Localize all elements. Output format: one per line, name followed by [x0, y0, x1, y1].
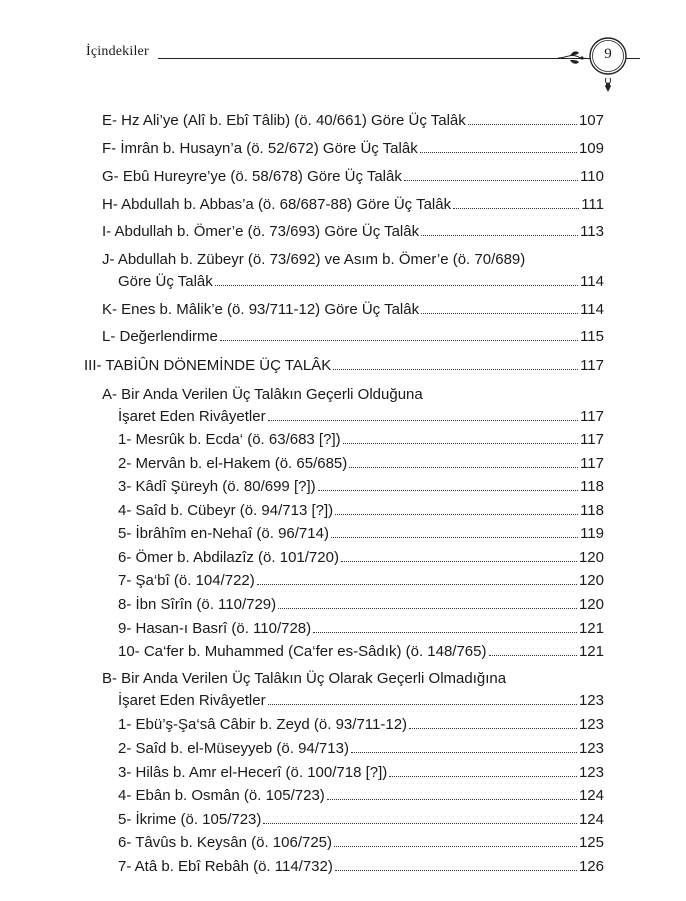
toc-entry-page: 121 — [578, 620, 604, 637]
toc-entry-title: 4- Ebân b. Osmân (ö. 105/723) — [118, 787, 325, 804]
dot-leader — [421, 313, 578, 314]
toc-entry-title: I- Abdullah b. Ömer’e (ö. 73/693) Göre Üç Talâk — [102, 223, 420, 240]
toc-entry-page: 117 — [580, 455, 604, 472]
dot-leader — [349, 467, 578, 468]
dot-leader — [327, 799, 577, 800]
toc-entry-title: 4- Saîd b. Cübeyr (ö. 94/713 [?]) — [118, 502, 334, 519]
toc-entry-page: 117 — [580, 431, 604, 448]
toc-entry-title: L- Değerlendirme — [102, 328, 218, 345]
page-number: 9 — [604, 46, 612, 62]
dot-leader — [341, 561, 577, 562]
toc-entry-page: 120 — [578, 572, 604, 589]
toc-entry-title: 2- Mervân b. el-Hakem (ö. 65/685) — [118, 455, 348, 472]
toc-entry[interactable] — [102, 301, 604, 319]
toc-entry[interactable] — [102, 328, 604, 346]
toc-entry-title: 9- Hasan-ı Basrî (ö. 110/728) — [118, 620, 312, 637]
toc-entry-title: 3- Kâdî Şüreyh (ö. 80/699 [?]) — [118, 478, 316, 495]
toc-entry[interactable] — [118, 478, 604, 496]
toc-entry-line1: J- Abdullah b. Zübeyr (ö. 73/692) ve Asım b. Ömer’e (ö. 70/689) — [102, 251, 526, 268]
toc-entry[interactable] — [118, 716, 604, 734]
dot-leader — [263, 823, 577, 824]
toc-entry-title: 5- İbrâhîm en-Nehaî (ö. 96/714) — [118, 525, 329, 542]
toc-section[interactable] — [84, 357, 604, 375]
toc-entry-title: 5- İkrime (ö. 105/723) — [118, 811, 262, 828]
header-title: İçindekiler — [86, 44, 149, 59]
toc-entry-title: 3- Hilâs b. Amr el-Hecerî (ö. 100/718 [?]) — [118, 764, 388, 781]
dot-leader — [278, 608, 577, 609]
toc-entry-page: 120 — [578, 596, 604, 613]
toc-entry-page: 123 — [578, 764, 604, 781]
toc-entry[interactable] — [118, 858, 604, 876]
toc-entry-page: 121 — [578, 643, 604, 660]
toc-entry-page: 124 — [578, 787, 604, 804]
dot-leader — [257, 584, 577, 585]
toc-entry-page: 113 — [580, 223, 604, 240]
toc-entry[interactable] — [118, 620, 604, 638]
toc-entry[interactable] — [102, 112, 604, 130]
dot-leader — [334, 846, 577, 847]
toc-entry-title: H- Abdullah b. Abbas’a (ö. 68/687-88) Göre Üç Talâk — [102, 196, 452, 213]
toc-entry-page: 107 — [578, 112, 604, 129]
toc-entry-page: 123 — [578, 692, 604, 709]
dot-leader — [468, 124, 577, 125]
toc-entry-title: 10- Ca‘fer b. Muhammed (Ca‘fer es-Sâdık) (ö. 148/765) — [118, 643, 487, 660]
toc-entry-page: 114 — [580, 273, 604, 290]
toc-entry-title: G- Ebû Hureyre’ye (ö. 58/678) Göre Üç Talâk — [102, 168, 402, 185]
dot-leader — [421, 235, 578, 236]
toc-entry[interactable] — [118, 525, 604, 543]
toc-entry-title: 1- Ebü’ş-Şa‘sâ Câbir b. Zeyd (ö. 93/711-12) — [118, 716, 408, 733]
toc-entry[interactable] — [118, 811, 604, 829]
dot-leader — [389, 776, 577, 777]
toc-entry[interactable] — [118, 643, 604, 661]
toc-entry-page: 117 — [580, 408, 604, 425]
dot-leader — [331, 537, 578, 538]
toc-entry-page: 120 — [578, 549, 604, 566]
dot-leader — [351, 752, 577, 753]
toc-entry[interactable] — [102, 196, 604, 214]
page-header — [86, 34, 632, 94]
dot-leader — [333, 369, 578, 370]
dot-leader — [409, 728, 577, 729]
toc-section-title: III- TABİÛN DÖNEMİNDE ÜÇ TALÂK — [84, 357, 332, 374]
toc-entry-page: 125 — [578, 834, 604, 851]
toc-entry-page: 110 — [580, 168, 604, 185]
toc-subsection[interactable] — [118, 408, 604, 426]
toc-entry[interactable] — [118, 572, 604, 590]
toc-entry[interactable] — [118, 549, 604, 567]
dot-leader — [343, 443, 578, 444]
dot-leader — [318, 490, 578, 491]
toc-subsection-line1: A- Bir Anda Verilen Üç Talâkın Geçerli Olduğuna — [102, 386, 423, 403]
dot-leader — [489, 655, 577, 656]
toc-entry-title: 7- Şa‘bî (ö. 104/722) — [118, 572, 255, 589]
toc-entry-page: 109 — [578, 140, 604, 157]
toc-entry-title: 6- Ömer b. Abdilazîz (ö. 101/720) — [118, 549, 339, 566]
dot-leader — [453, 208, 579, 209]
toc-entry[interactable] — [118, 431, 604, 449]
toc-subsection-title: İşaret Eden Rivâyetler — [118, 692, 266, 709]
toc-entry[interactable] — [118, 502, 604, 520]
toc-entry[interactable] — [102, 223, 604, 241]
toc-entry-page: 118 — [580, 478, 604, 495]
toc-entry[interactable] — [118, 834, 604, 852]
toc-entry-page: 123 — [578, 716, 604, 733]
toc-entry-title: 7- Atâ b. Ebî Rebâh (ö. 114/732) — [118, 858, 333, 875]
dot-leader — [420, 152, 577, 153]
toc-entry-page: 118 — [580, 502, 604, 519]
toc-subsection-line1: B- Bir Anda Verilen Üç Talâkın Üç Olarak Geçerli Olmadığına — [102, 670, 507, 687]
toc-entry[interactable] — [118, 764, 604, 782]
toc-entry-title: Göre Üç Talâk — [118, 273, 213, 290]
toc-subsection-title: İşaret Eden Rivâyetler — [118, 408, 266, 425]
toc-entry[interactable] — [118, 787, 604, 805]
toc-entry-page: 123 — [578, 740, 604, 757]
toc-entry-page: 117 — [580, 357, 604, 374]
toc-entry[interactable] — [118, 740, 604, 758]
toc-entry[interactable] — [118, 455, 604, 473]
dot-leader — [404, 180, 578, 181]
dot-leader — [313, 632, 577, 633]
dot-leader — [215, 285, 578, 286]
toc-entry-title: 8- İbn Sîrîn (ö. 110/729) — [118, 596, 277, 613]
toc-entry[interactable] — [102, 140, 604, 158]
toc-entry-page: 111 — [581, 196, 604, 213]
dot-leader — [268, 704, 577, 705]
toc-entry-page: 114 — [580, 301, 604, 318]
toc-entry-page: 115 — [580, 328, 604, 345]
toc-subsection[interactable] — [118, 692, 604, 710]
toc-entry-title: F- İmrân b. Husayn’a (ö. 52/672) Göre Üç Talâk — [102, 140, 418, 157]
toc-entry-page: 124 — [578, 811, 604, 828]
toc-entry[interactable] — [118, 273, 604, 291]
toc-entry[interactable] — [118, 596, 604, 614]
dot-leader — [335, 870, 577, 871]
toc-entry-title: 2- Saîd b. el-Müseyyeb (ö. 94/713) — [118, 740, 349, 757]
toc-entry-title: 6- Tâvûs b. Keysân (ö. 106/725) — [118, 834, 333, 851]
toc-entry-title: E- Hz Ali’ye (Alî b. Ebî Tâlib) (ö. 40/661) Göre Üç Talâk — [102, 112, 466, 129]
dot-leader — [335, 514, 578, 515]
toc-entry-title: 1- Mesrûk b. Ecda‘ (ö. 63/683 [?]) — [118, 431, 341, 448]
toc-entry-page: 126 — [578, 858, 604, 875]
toc-entry-page: 119 — [580, 525, 604, 542]
dot-leader — [268, 420, 579, 421]
toc-entry[interactable] — [102, 168, 604, 186]
dot-leader — [220, 340, 578, 341]
toc-entry-title: K- Enes b. Mâlik’e (ö. 93/711-12) Göre Üç Talâk — [102, 301, 420, 318]
